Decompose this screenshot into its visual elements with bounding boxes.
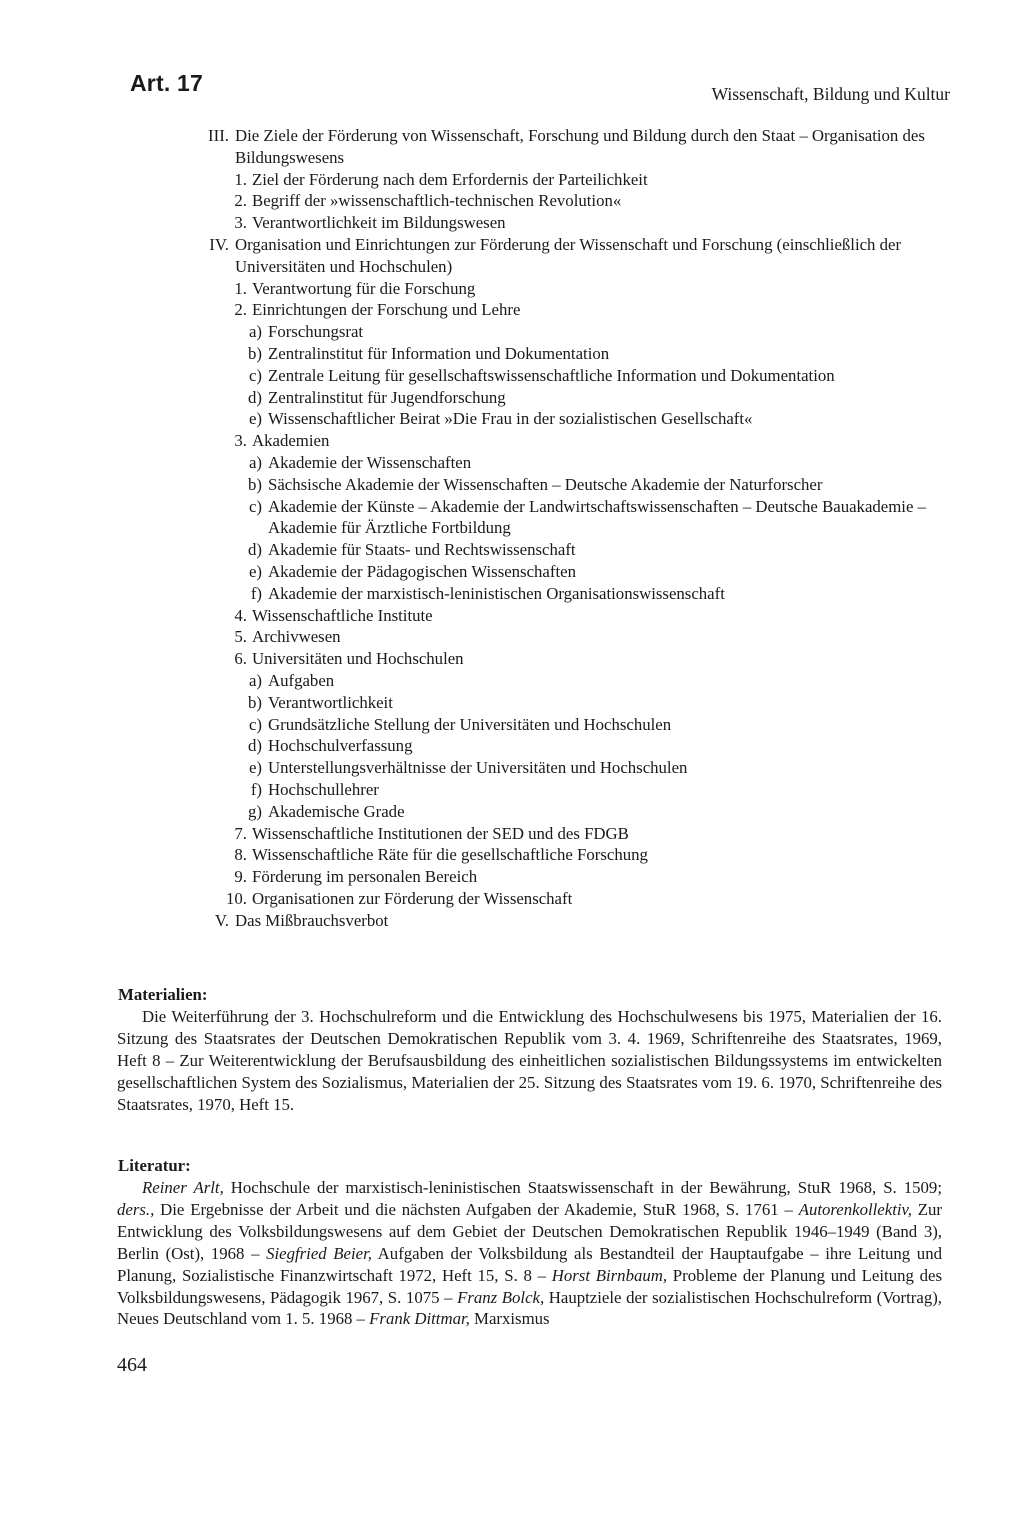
- toc-entry-number: b): [248, 474, 262, 494]
- article-label: Art. 17: [130, 70, 203, 96]
- toc-entry: [140, 844, 950, 866]
- toc-entry-text: Hochschullehrer: [268, 779, 379, 799]
- toc-entry-text: Akademie der Künste – Akademie der Landwirtschaftswissenschaften – Deutsche Bauakademie – Akademie für Ärztliche Fortbildung: [268, 496, 926, 538]
- toc-entry-number: c): [248, 365, 262, 385]
- toc-entry: [140, 779, 950, 801]
- literature-text: Zur Entwicklung des Volksbildungswesens auf dem Gebiet der Deutschen Demokratischen Republik 1946–1949 (Band 3), Berlin (Ost), 1968 –: [117, 1199, 942, 1263]
- toc-entry: [140, 299, 950, 321]
- toc-entry: [140, 888, 950, 910]
- toc-entry-text: Verantwortlichkeit im Bildungswesen: [252, 213, 506, 233]
- toc-entry-text: Universitäten und Hochschulen: [252, 649, 464, 669]
- literature-text: Aufgaben der Volksbildung als Bestandteil der Hauptaufgabe – ihre Leitung und Planung, Sozialistische Finanzwirtschaft 1972, Heft 15, S. 8 –: [117, 1243, 942, 1285]
- toc-entry: [140, 125, 950, 169]
- toc-entry-text: Akademie der Pädagogischen Wissenschaften: [268, 561, 576, 581]
- toc-entry: [140, 801, 950, 823]
- materialien-heading: Materialien:: [118, 985, 208, 1004]
- literature-text: Probleme der Planung und Leitung des Volksbildungswesens, Pädagogik 1967, S. 1075 –: [117, 1265, 942, 1307]
- table-of-contents: [140, 125, 950, 931]
- toc-entry-text: Hochschulverfassung: [268, 736, 413, 756]
- materialien-paragraph: Die Weiterführung der 3. Hochschulreform und die Entwicklung des Hochschulwesens bis 1975, Materialien der 16. Sitzung des Staatsrates der Deutschen Demokratischen Republik vom 3. 4. 1969, Schriftenreihe des Staatsrates, 1969, Heft 8 – Zur Weiterentwicklung der Berufsausbildung des einheitlichen sozialistischen Bildungssystems im entwickelten gesellschaftlichen System des Sozialismus, Materialien der 25. Sitzung des Staatsrates vom 19. 6. 1970, Schriftenreihe des Staatsrates, 1970, Heft 15.: [117, 1007, 942, 1114]
- toc-entry: [140, 735, 950, 757]
- toc-entry: [140, 169, 950, 191]
- literature-author: Franz Bolck,: [457, 1287, 545, 1307]
- toc-entry-number: 1.: [234, 278, 247, 298]
- toc-entry-text: Begriff der »wissenschaftlich-technischen Revolution«: [252, 191, 622, 211]
- toc-entry-number: e): [248, 409, 262, 429]
- toc-entry-text: Wissenschaftliche Räte für die gesellschaftliche Forschung: [252, 845, 648, 865]
- toc-entry-text: Forschungsrat: [268, 322, 364, 342]
- toc-entry-number: 6.: [234, 649, 247, 669]
- toc-entry-number: a): [248, 670, 262, 690]
- toc-entry-text: Einrichtungen der Forschung und Lehre: [252, 300, 521, 320]
- toc-entry: [140, 823, 950, 845]
- literature-text: Hochschule der marxistisch-leninistischen Staatswissenschaft in der Bewährung, StuR 1968, S. 1509;: [223, 1178, 942, 1197]
- toc-entry-text: Förderung im personalen Bereich: [252, 867, 478, 887]
- toc-entry-number: V.: [214, 910, 229, 930]
- toc-entry-text: Sächsische Akademie der Wissenschaften – Deutsche Akademie der Naturforscher: [268, 474, 823, 494]
- toc-entry: [140, 539, 950, 561]
- toc-entry-text: Akademie der marxistisch-leninistischen Organisationswissenschaft: [268, 583, 725, 603]
- toc-entry: [140, 626, 950, 648]
- toc-entry-text: Zentralinstitut für Information und Dokumentation: [268, 343, 610, 363]
- literatur-heading: Literatur:: [118, 1156, 191, 1175]
- toc-entry-text: Archivwesen: [252, 627, 341, 647]
- toc-entry-number: 8.: [234, 845, 247, 865]
- literature-author: Horst Birnbaum,: [551, 1265, 668, 1285]
- toc-entry-number: c): [248, 714, 262, 734]
- toc-entry-number: 2.: [234, 300, 247, 320]
- toc-entry: [140, 452, 950, 474]
- literatur-paragraph: [117, 1177, 942, 1330]
- toc-entry-text: Das Mißbrauchsverbot: [235, 910, 389, 930]
- toc-entry: [140, 234, 950, 278]
- toc-entry-number: 3.: [234, 213, 247, 233]
- literature-author: Reiner Arlt,: [142, 1178, 224, 1197]
- toc-entry-number: d): [248, 540, 262, 560]
- toc-entry-text: Akademische Grade: [268, 801, 405, 821]
- toc-entry-text: Verantwortung für die Forschung: [252, 278, 476, 298]
- toc-entry: [140, 278, 950, 300]
- toc-entry-number: 7.: [234, 823, 247, 843]
- toc-entry: [140, 387, 950, 409]
- toc-entry: [140, 605, 950, 627]
- toc-entry-text: Zentralinstitut für Jugendforschung: [268, 387, 506, 407]
- toc-entry-text: Aufgaben: [268, 670, 335, 690]
- toc-entry: [140, 648, 950, 670]
- toc-entry-text: Organisation und Einrichtungen zur Förderung der Wissenschaft und Forschung (einschließlich der Universitäten und Hochschulen): [235, 234, 902, 276]
- toc-entry-number: e): [248, 758, 262, 778]
- toc-entry-text: Akademie der Wissenschaften: [268, 452, 472, 472]
- toc-entry-text: Ziel der Förderung nach dem Erfordernis der Parteilichkeit: [252, 169, 648, 189]
- toc-entry-text: Grundsätzliche Stellung der Universitäten und Hochschulen: [268, 714, 672, 734]
- toc-entry-text: Akademie für Staats- und Rechtswissenschaft: [268, 540, 576, 560]
- toc-entry-text: Akademien: [252, 431, 330, 451]
- literature-author: Autorenkollektiv,: [798, 1199, 912, 1219]
- toc-entry-number: f): [250, 779, 262, 799]
- toc-entry-number: 3.: [234, 431, 247, 451]
- toc-entry-number: 9.: [234, 867, 247, 887]
- toc-entry: [140, 496, 950, 540]
- toc-entry-text: Wissenschaftlicher Beirat »Die Frau in der sozialistischen Gesellschaft«: [268, 409, 753, 429]
- toc-entry-number: b): [248, 692, 262, 712]
- toc-entry-text: Organisationen zur Förderung der Wissenschaft: [252, 888, 573, 908]
- toc-entry-text: Verantwortlichkeit: [268, 692, 393, 712]
- toc-entry-text: Zentrale Leitung für gesellschaftswissenschaftliche Information und Dokumentation: [268, 365, 835, 385]
- toc-entry-number: 5.: [234, 627, 247, 647]
- toc-entry: [140, 714, 950, 736]
- toc-entry: [140, 910, 950, 932]
- literature-text: Hauptziele der sozialistischen Hochschulreform (Vortrag), Neues Deutschland vom 1. 5. 1968 –: [117, 1287, 942, 1329]
- toc-entry: [140, 343, 950, 365]
- literature-author: ders.,: [117, 1199, 155, 1219]
- toc-entry-number: 10.: [226, 888, 247, 908]
- toc-entry-text: Wissenschaftliche Institutionen der SED und des FDGB: [252, 823, 629, 843]
- toc-entry-number: IV.: [209, 234, 229, 254]
- toc-entry: [140, 365, 950, 387]
- toc-entry-number: a): [248, 452, 262, 472]
- running-title: Wissenschaft, Bildung und Kultur: [711, 84, 950, 104]
- toc-entry-text: Wissenschaftliche Institute: [252, 605, 433, 625]
- toc-entry: [140, 866, 950, 888]
- toc-entry-number: f): [250, 583, 262, 603]
- toc-entry-number: b): [248, 343, 262, 363]
- toc-entry-number: III.: [208, 126, 229, 145]
- toc-entry-number: 4.: [234, 605, 247, 625]
- literature-author: Frank Dittmar,: [369, 1309, 470, 1329]
- toc-entry-number: e): [248, 561, 262, 581]
- toc-entry-number: 1.: [234, 169, 247, 189]
- toc-entry-number: 2.: [234, 191, 247, 211]
- toc-entry: [140, 408, 950, 430]
- toc-entry-text: Unterstellungsverhältnisse der Universitäten und Hochschulen: [268, 758, 688, 778]
- toc-entry: [140, 561, 950, 583]
- literature-text: Die Ergebnisse der Arbeit und die nächsten Aufgaben der Akademie, StuR 1968, S. 1761 –: [154, 1199, 799, 1219]
- toc-entry: [140, 190, 950, 212]
- toc-entry: [140, 692, 950, 714]
- toc-entry-number: d): [248, 736, 262, 756]
- toc-entry-number: d): [248, 387, 262, 407]
- toc-entry: [140, 212, 950, 234]
- toc-entry: [140, 757, 950, 779]
- toc-entry-number: g): [248, 801, 262, 821]
- literature-author: Siegfried Beier,: [266, 1243, 372, 1263]
- toc-entry: [140, 670, 950, 692]
- toc-entry-number: a): [248, 322, 262, 342]
- page-number: 464: [117, 1354, 147, 1376]
- toc-entry: [140, 430, 950, 452]
- toc-entry-number: c): [248, 496, 262, 516]
- literature-text: Marxismus: [469, 1309, 550, 1329]
- toc-entry: [140, 474, 950, 496]
- toc-entry-text: Die Ziele der Förderung von Wissenschaft, Forschung und Bildung durch den Staat – Organisation des Bildungswesens: [235, 126, 925, 167]
- toc-entry: [140, 583, 950, 605]
- toc-entry: [140, 321, 950, 343]
